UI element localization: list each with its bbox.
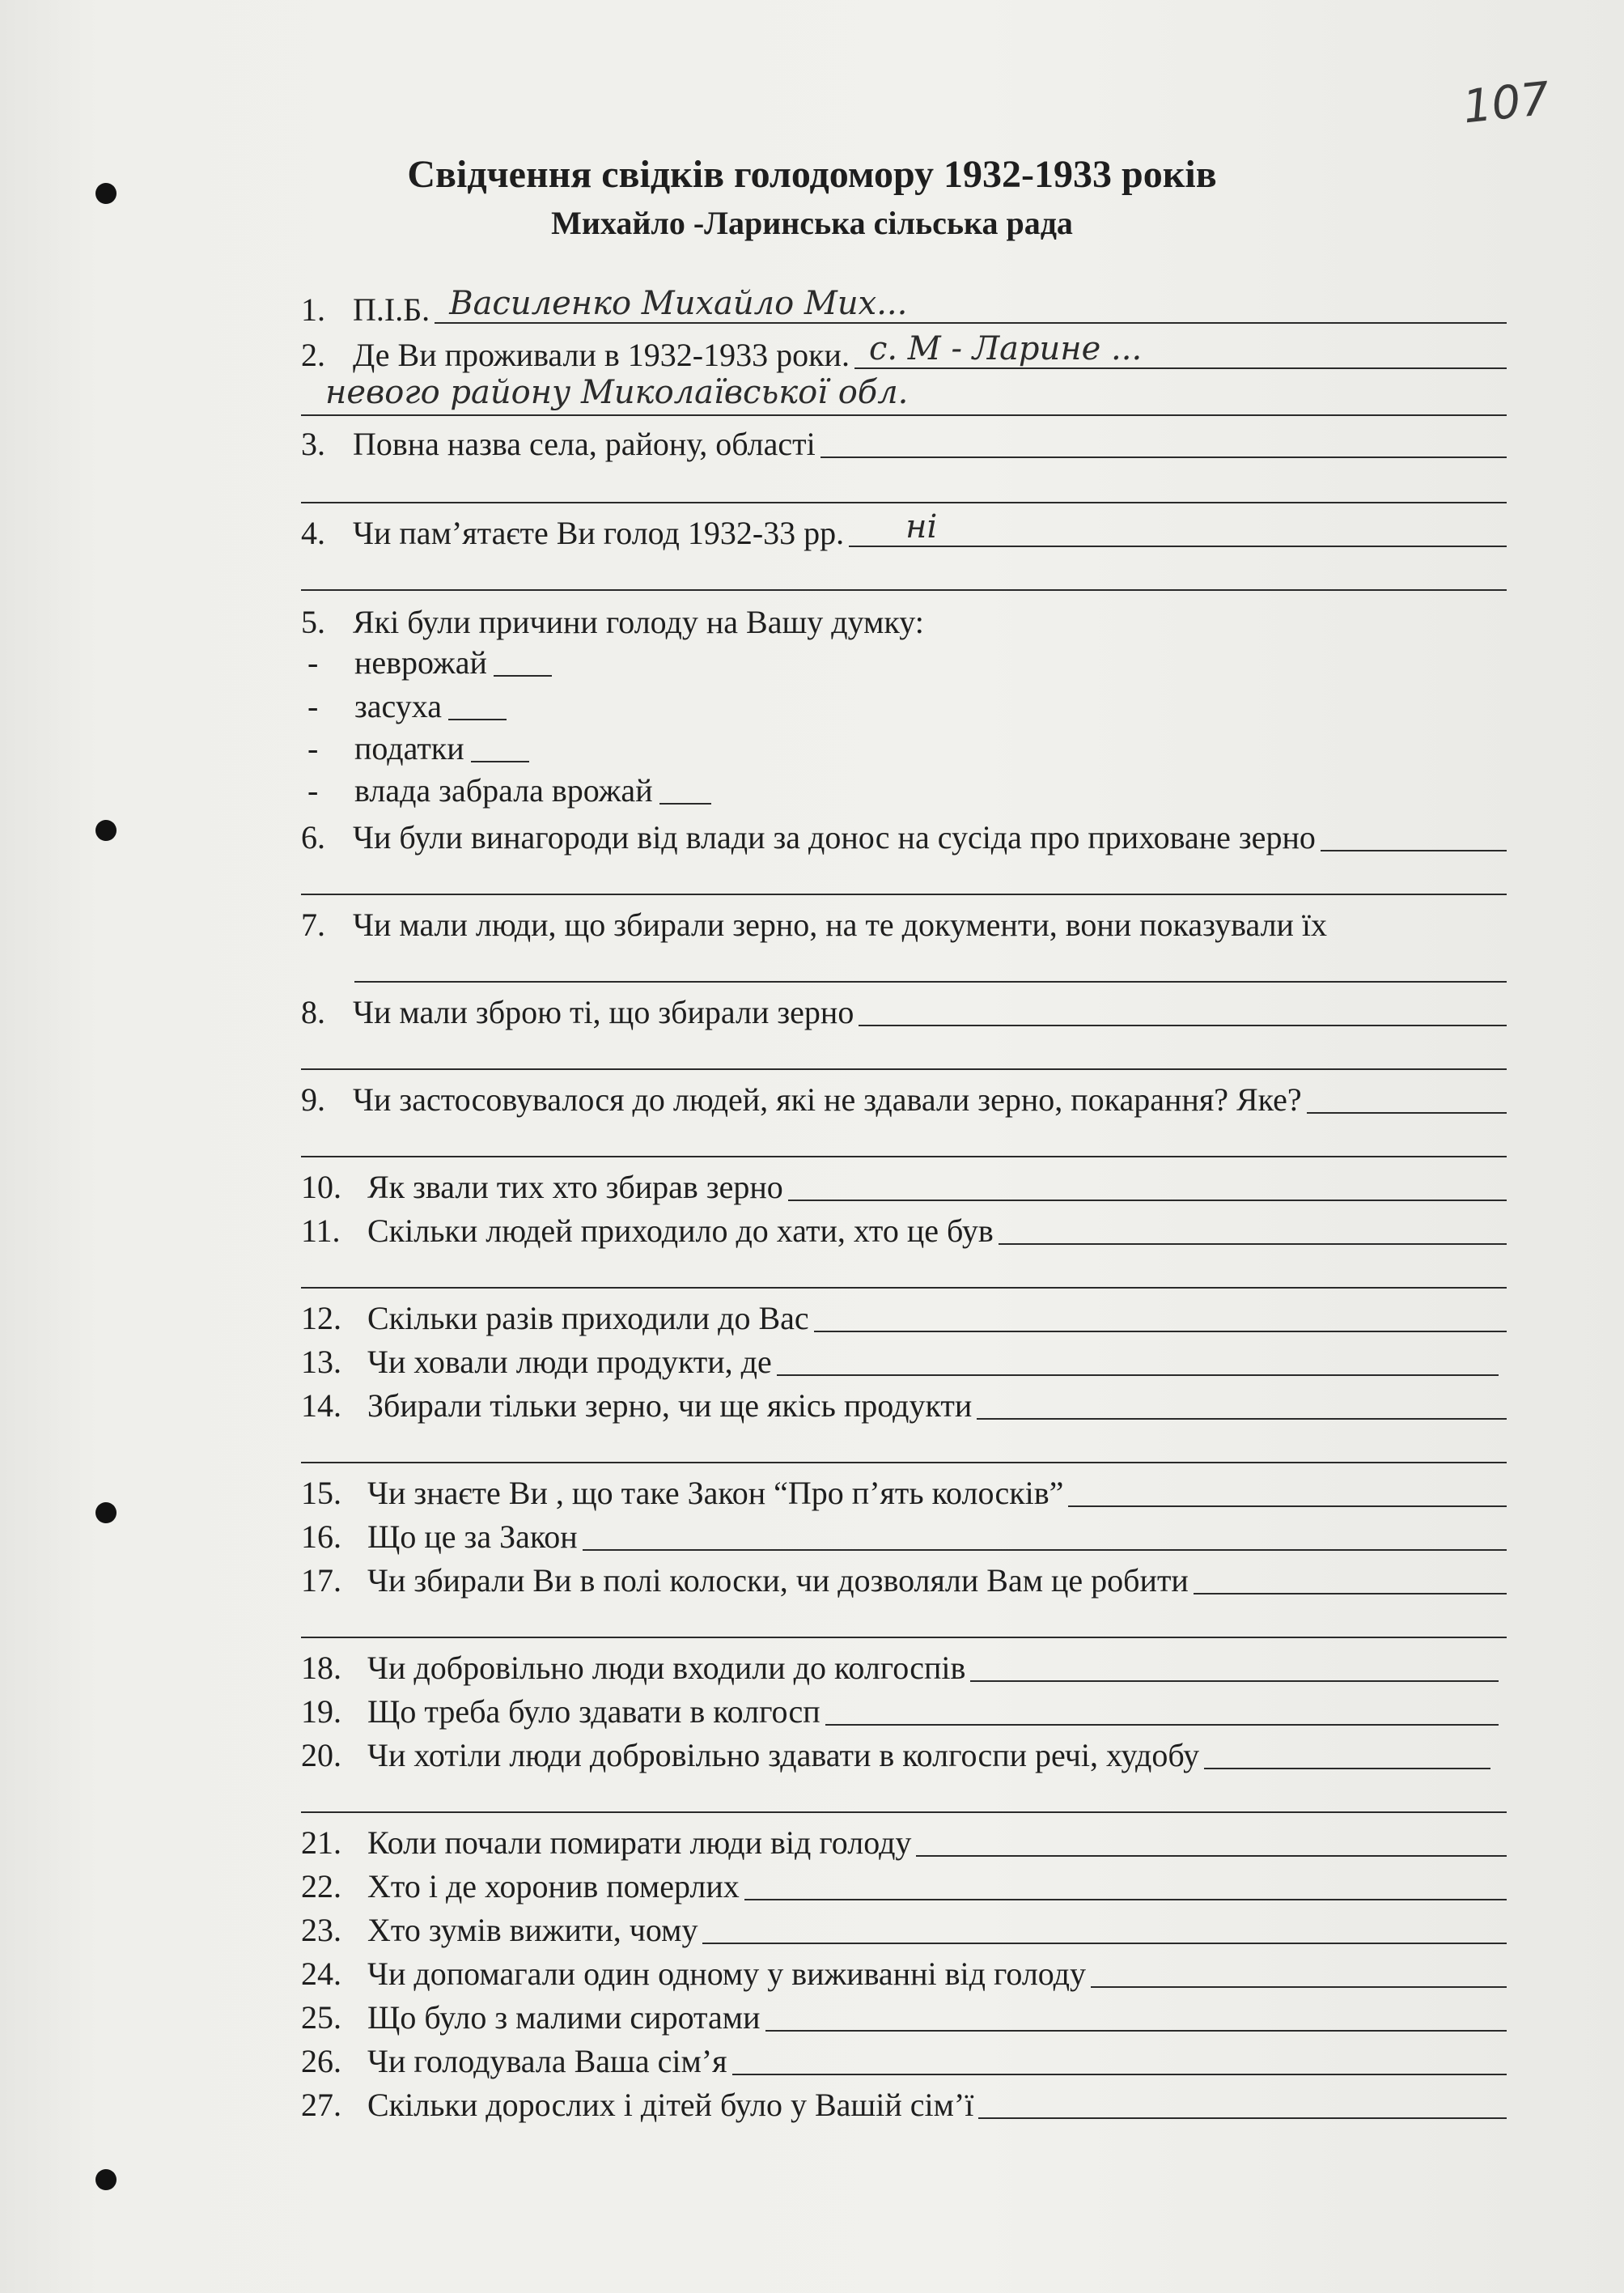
question-number: 7. [301, 907, 325, 943]
answer-field[interactable] [765, 2030, 1507, 2032]
question-21 [301, 1818, 1507, 1862]
question-text: Повна назва села, району, області [353, 426, 816, 462]
question-text: Чи хотіли люди добровільно здавати в колгоспи речі, худобу [367, 1737, 1200, 1773]
answer-continuation-line[interactable] [301, 853, 1507, 895]
answer-field[interactable] [702, 1943, 1507, 1944]
question-text: Чи збирали Ви в полі колоски, чи дозволяли Вам це робити [367, 1562, 1189, 1599]
question-12 [301, 1293, 1507, 1337]
answer-field[interactable] [977, 1418, 1507, 1420]
answer-field[interactable] [849, 508, 1507, 547]
question-4 [301, 508, 1507, 552]
question-text: Які були причини голоду на Вашу думку: [353, 604, 924, 640]
question-number: 19. [301, 1693, 341, 1730]
question-text: Чи застосовувалося до людей, які не здавали зерно, покарання? Яке? [353, 1081, 1302, 1118]
answer-field[interactable] [859, 1025, 1507, 1026]
answer-field[interactable] [1307, 1112, 1507, 1114]
answer-continuation-line[interactable] [354, 941, 1507, 983]
question-number: 3. [301, 426, 325, 462]
page-number: 107 [1460, 72, 1552, 134]
answer-field[interactable] [744, 1899, 1507, 1900]
answer-field[interactable] [854, 330, 1507, 369]
question-number: 13. [301, 1344, 341, 1380]
question-number: 10. [301, 1169, 341, 1205]
punch-hole [95, 2169, 117, 2190]
answer-continuation-line[interactable] [301, 549, 1507, 591]
answer-field[interactable] [1194, 1593, 1507, 1594]
option-dash: - [307, 688, 319, 724]
question-text: Хто і де хоронив померлих [367, 1868, 740, 1904]
answer-continuation-line[interactable] [301, 374, 1507, 416]
answer-field[interactable] [583, 1549, 1507, 1551]
question-number: 25. [301, 1999, 341, 2036]
answer-field[interactable] [820, 456, 1507, 458]
question-23 [301, 1905, 1507, 1949]
page-title: Свідчення свідків голодомору 1932-1933 років [407, 153, 1217, 196]
question-text: Що це за Закон [367, 1518, 578, 1555]
punch-hole [95, 820, 117, 841]
question-number: 5. [301, 604, 325, 640]
question-17 [301, 1556, 1507, 1599]
question-16 [301, 1512, 1507, 1556]
option-dash: - [307, 730, 319, 766]
question-text: Що було з малими сиротами [367, 1999, 761, 2036]
question-13 [301, 1337, 1499, 1381]
question-5 [301, 597, 1507, 641]
answer-field[interactable] [732, 2074, 1507, 2075]
answer-field[interactable] [1091, 1986, 1507, 1988]
answer-field[interactable] [1204, 1768, 1490, 1769]
page-subtitle: Михайло -Ларинська сільська рада [551, 205, 1073, 241]
answer-continuation-line[interactable] [301, 1115, 1507, 1157]
question-26 [301, 2036, 1507, 2080]
option-label: засуха [354, 688, 443, 724]
question-text: Коли почали помирати люди від голоду [367, 1824, 912, 1861]
option-label: влада забрала врожай [354, 772, 653, 809]
question-number: 8. [301, 994, 325, 1030]
question-number: 9. [301, 1081, 325, 1118]
question-20 [301, 1730, 1490, 1774]
answer-field[interactable] [788, 1200, 1507, 1201]
question-number: 18. [301, 1650, 341, 1686]
question-text: Чи голодувала Ваша сім’я [367, 2043, 727, 2079]
question-14 [301, 1381, 1507, 1425]
question-8 [301, 987, 1507, 1031]
question-text: Чи допомагали один одному у виживанні від голоду [367, 1955, 1087, 1992]
question-1 [301, 285, 1507, 329]
handwritten-answer: с. М - Ларине ... [868, 330, 1143, 367]
question-number: 15. [301, 1475, 341, 1511]
answer-field[interactable] [1321, 850, 1507, 851]
question-text: Чи мали зброю ті, що збирали зерно [353, 994, 854, 1030]
question-number: 26. [301, 2043, 341, 2079]
handwritten-answer: Василенко Михайло Мих... [449, 285, 908, 322]
question-text: Чи мали люди, що збирали зерно, на те документи, вони показували їх [353, 907, 1328, 943]
question-text: Чи були винагороди від влади за донос на сусіда про приховане зерно [353, 819, 1316, 856]
cause-option [307, 685, 507, 725]
answer-continuation-line[interactable] [301, 1028, 1507, 1070]
question-text: П.І.Б. [353, 291, 430, 328]
option-blank[interactable] [471, 761, 529, 762]
answer-field[interactable] [999, 1243, 1507, 1245]
answer-field[interactable] [825, 1724, 1499, 1726]
question-text: Чи ховали люди продукти, де [367, 1344, 772, 1380]
answer-field[interactable] [814, 1331, 1507, 1332]
question-text: Чи пам’ятаєте Ви голод 1932-33 рр. [353, 515, 845, 551]
question-text: Чи добровільно люди входили до колгоспів [367, 1650, 966, 1686]
question-number: 1. [301, 291, 325, 328]
handwritten-answer: невого району Миколаївської обл. [325, 374, 909, 411]
question-number: 21. [301, 1824, 341, 1861]
question-text: Де Ви проживали в 1932-1933 роки. [353, 337, 850, 373]
question-text: Скільки разів приходили до Вас [367, 1300, 809, 1336]
question-number: 23. [301, 1912, 341, 1948]
question-number: 4. [301, 515, 325, 551]
answer-field[interactable] [435, 285, 1507, 324]
question-7 [301, 900, 1507, 944]
question-number: 24. [301, 1955, 341, 1992]
question-text: Збирали тільки зерно, чи ще якісь продукти [367, 1387, 973, 1424]
question-number: 27. [301, 2087, 341, 2123]
question-22 [301, 1862, 1507, 1905]
question-11 [301, 1206, 1507, 1250]
option-label: неврожай [354, 644, 487, 681]
answer-continuation-line[interactable] [301, 1421, 1507, 1463]
cause-option [307, 727, 529, 767]
question-25 [301, 1993, 1507, 2036]
option-dash: - [307, 644, 319, 681]
question-9 [301, 1075, 1507, 1119]
question-number: 20. [301, 1737, 341, 1773]
question-number: 17. [301, 1562, 341, 1599]
question-text: Скільки дорослих і дітей було у Вашій сім’ї [367, 2087, 974, 2123]
question-number: 12. [301, 1300, 341, 1336]
answer-field[interactable] [777, 1374, 1499, 1376]
option-label: податки [354, 730, 464, 766]
question-text: Що треба було здавати в колгосп [367, 1693, 820, 1730]
option-blank[interactable] [659, 803, 711, 805]
question-19 [301, 1687, 1499, 1730]
answer-continuation-line[interactable] [301, 1771, 1507, 1813]
answer-continuation-line[interactable] [301, 461, 1507, 503]
question-text: Як звали тих хто збирав зерно [367, 1169, 783, 1205]
question-15 [301, 1468, 1507, 1512]
question-10 [301, 1162, 1507, 1206]
punch-hole [95, 1502, 117, 1523]
answer-continuation-line[interactable] [301, 1596, 1507, 1638]
question-text: Скільки людей приходило до хати, хто це був [367, 1212, 994, 1249]
question-number: 22. [301, 1868, 341, 1904]
question-18 [301, 1643, 1499, 1687]
cause-option [307, 641, 552, 682]
question-24 [301, 1949, 1507, 1993]
question-text: Хто зумів вижити, чому [367, 1912, 698, 1948]
question-6 [301, 813, 1507, 856]
question-number: 6. [301, 819, 325, 856]
option-blank[interactable] [448, 719, 507, 720]
answer-field[interactable] [978, 2117, 1507, 2119]
option-dash: - [307, 772, 319, 809]
question-number: 14. [301, 1387, 341, 1424]
cause-option [307, 769, 711, 809]
question-number: 16. [301, 1518, 341, 1555]
question-27 [301, 2080, 1507, 2124]
answer-field[interactable] [1068, 1505, 1507, 1507]
question-number: 2. [301, 337, 325, 373]
answer-continuation-line[interactable] [301, 1246, 1507, 1289]
question-3 [301, 419, 1507, 463]
question-number: 11. [301, 1212, 341, 1249]
answer-field[interactable] [970, 1680, 1499, 1682]
answer-field[interactable] [916, 1855, 1507, 1857]
handwritten-answer: ні [905, 508, 938, 546]
question-text: Чи знаєте Ви , що таке Закон “Про п’ять колосків” [367, 1475, 1064, 1511]
option-blank[interactable] [494, 675, 552, 677]
question-2 [301, 330, 1507, 374]
